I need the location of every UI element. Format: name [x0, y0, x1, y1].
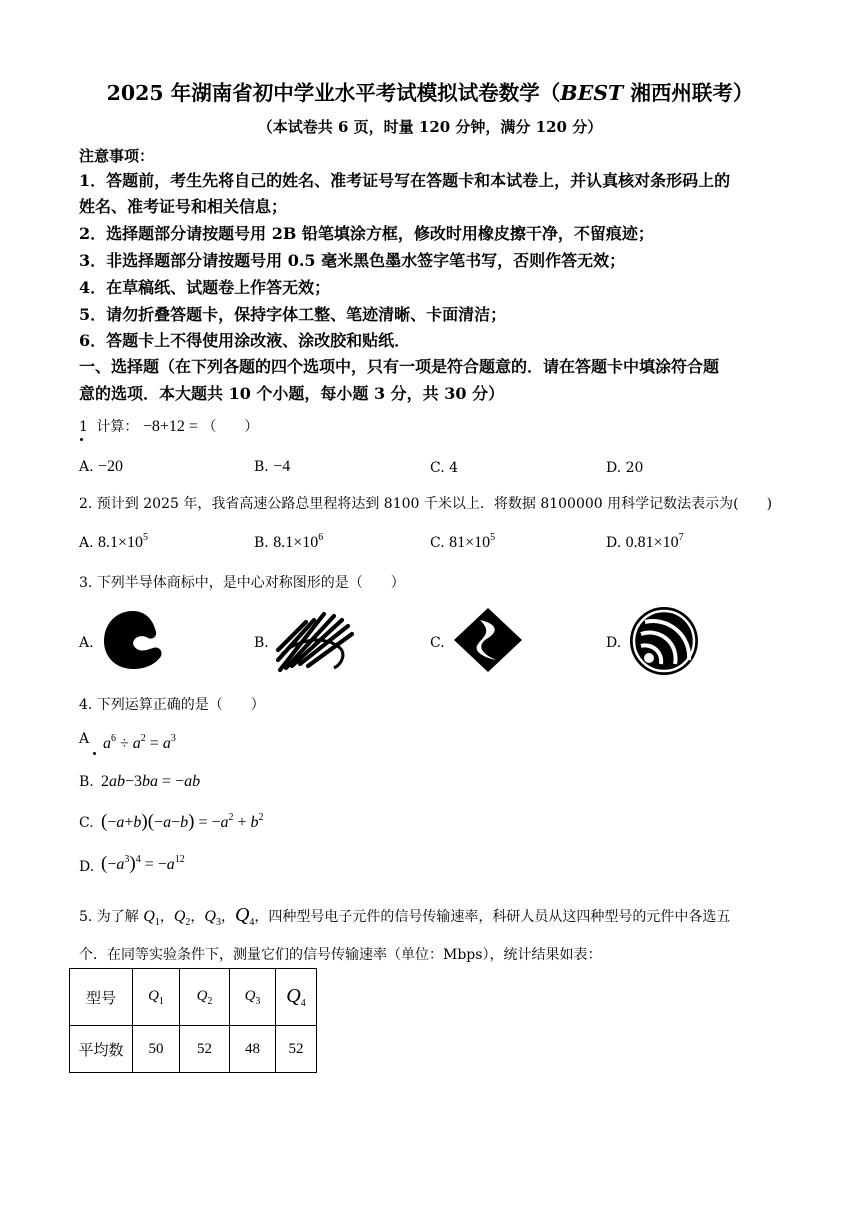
option-b-label: B.: [254, 635, 269, 651]
logo-b-icon: [276, 610, 354, 672]
table-header-cell: $Q_1$: [133, 969, 180, 1026]
note-item: 4．在草稿纸、试题卷上作答无效；: [79, 278, 331, 297]
option-d: D. 20: [606, 460, 644, 476]
section-heading-cont: 意的选项．本大题共 10 个小题，每小题 3 分，共 30 分）: [79, 384, 505, 403]
option-b-expression: 2ab−3ba = −ab: [101, 773, 201, 790]
notes-heading: 注意事项：: [79, 147, 155, 165]
period-mark: [93, 752, 96, 755]
option-c-label: C.: [430, 635, 445, 651]
option-c-label: C.: [79, 815, 94, 831]
option-d-expression: $(-a^3)^4 = -a^{12}$: [101, 853, 185, 874]
note-item: 姓名、准考证号和相关信息；: [79, 197, 288, 216]
option-a-label: A: [79, 731, 90, 747]
note-item: 1．答题前，考生先将自己的姓名、准考证号写在答题卡和本试卷上，并认真核对条形码上的: [79, 171, 731, 190]
table-row: [70, 1026, 317, 1073]
section-heading: 一、选择题（在下列各题的四个选项中，只有一项是符合题意的．请在答题卡中填涂符合题: [79, 357, 720, 376]
option-c: C. $81\times 10^5$: [430, 532, 496, 551]
note-item: 5．请勿折叠答题卡，保持字体工整、笔迹清晰、卡面清洁；: [79, 305, 507, 324]
option-d: D. $0.81\times 10^7$: [606, 532, 684, 551]
note-item: 2．选择题部分请按题号用 2B 铅笔填涂方框，修改时用橡皮擦干净，不留痕迹；: [79, 224, 654, 243]
table-header-cell: $Q_4$: [276, 969, 317, 1026]
option-d-label: D.: [79, 859, 95, 875]
table-header-cell: $Q_3$: [230, 969, 276, 1026]
question-text: 计算：: [96, 419, 139, 435]
option-a: A. −20: [79, 458, 124, 475]
table-cell: 48: [230, 1026, 276, 1073]
table-cell: 52: [276, 1026, 317, 1073]
table-cell: 50: [133, 1026, 180, 1073]
exam-title: 2025 年湖南省初中学业水平考试模拟试卷数学（BEST 湘西州联考）: [106, 81, 754, 105]
table-header-cell: $Q_2$: [180, 969, 230, 1026]
question-3: 3. 下列半导体商标中，是中心对称图形的是（ ）: [79, 575, 405, 591]
note-item: 3．非选择题部分请按题号用 0.5 毫米黑色墨水签字笔书写，否则作答无效；: [79, 251, 626, 270]
note-item: 6．答题卡上不得使用涂改液、涂改胶和贴纸．: [79, 331, 411, 350]
question-5: 5. 为了解 $Q_1$，$Q_2$，$Q_3$，$Q_4$，四种型号电子元件的信号传输速率，科研人员从这四种型号的元件中各选五: [79, 904, 731, 928]
option-b: B. $8.1\times 10^6$: [254, 532, 324, 551]
math-expression: −8+12 =: [142, 418, 198, 435]
option-a-label: A.: [79, 635, 94, 651]
table-row: [70, 969, 317, 1026]
table-cell: 平均数: [70, 1026, 133, 1073]
option-a-expression: $a^6 \div a^2 = a^3$: [103, 733, 176, 752]
logo-c-icon: [452, 606, 524, 674]
table-cell: 52: [180, 1026, 230, 1073]
option-b: B. −4: [254, 458, 291, 475]
option-d-label: D.: [606, 635, 622, 651]
question-number: 1: [79, 419, 88, 435]
logo-a-icon: [102, 608, 164, 672]
exam-subtitle: （本试卷共 6 页，时量 120 分钟，满分 120 分）: [257, 118, 603, 136]
option-b-label: B.: [79, 774, 94, 790]
stats-table: [69, 968, 317, 1073]
question-4: 4. 下列运算正确的是（ ）: [79, 697, 265, 713]
period-mark: [80, 438, 83, 441]
question-1: [79, 416, 258, 436]
option-a: A. $8.1\times 10^5$: [79, 532, 149, 551]
table-header-cell: 型号: [70, 969, 133, 1026]
question-5-cont: 个．在同等实验条件下，测量它们的信号传输速率（单位：Mbps），统计结果如表：: [79, 947, 602, 963]
question-2: 2. 预计到 2025 年，我省高速公路总里程将达到 8100 千米以上．将数据 8100000 用科学记数法表示为( ): [79, 496, 773, 512]
option-c: C. 4: [430, 460, 459, 476]
answer-paren: （ ）: [202, 419, 259, 435]
logo-d-icon: [627, 604, 701, 678]
option-c-expression: $(-a+b)(-a-b) = -a^2 + b^2$: [101, 811, 264, 832]
